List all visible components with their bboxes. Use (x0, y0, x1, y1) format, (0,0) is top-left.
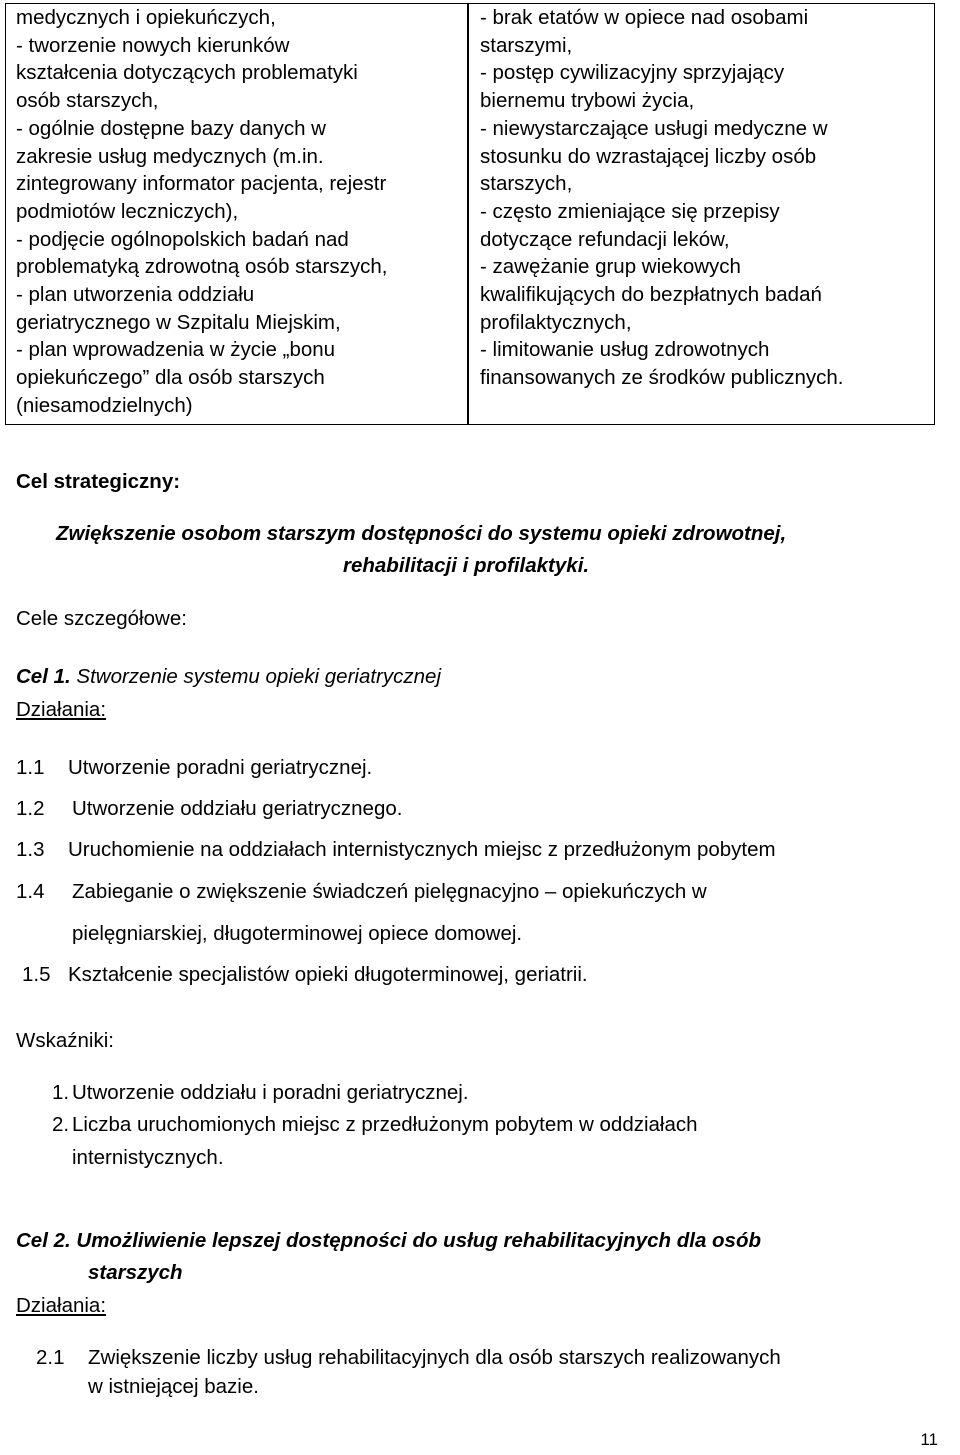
action-text: Utworzenie oddziału geriatrycznego. (72, 797, 403, 820)
table-line: - niewystarczające usługi medyczne w (480, 116, 828, 140)
action-text: Zwiększenie liczby usług rehabilitacyjnych dla osób starszych realizowanych (88, 1346, 781, 1369)
action-2-1-continuation: w istniejącej bazie. (88, 1375, 259, 1398)
action-number: 1.5 (22, 963, 51, 986)
action-1-4-continuation: pielęgniarskiej, długoterminowej opiece domowej. (72, 922, 523, 945)
table-line: zakresie usług medycznych (m.in. (16, 144, 324, 168)
page-number: 11 (920, 1430, 938, 1449)
detailed-goals-heading: Cele szczegółowe: (16, 607, 187, 630)
action-number: 1.3 (16, 838, 45, 861)
table-line: dotyczące refundacji leków, (480, 227, 730, 251)
action-text: Kształcenie specjalistów opieki długoterminowej, geriatrii. (68, 963, 588, 986)
goal-2-actions-label: Działania: (16, 1294, 107, 1317)
table-line: - często zmieniające się przepisy (480, 199, 780, 223)
table-line: - limitowanie usług zdrowotnych (480, 338, 770, 362)
table-line: finansowanych ze środków publicznych. (480, 366, 844, 390)
table-line: - brak etatów w opiece nad osobami (480, 6, 809, 29)
table-line: - plan wprowadzenia w życie „bonu (16, 338, 336, 362)
table-line: osób starszych, (16, 89, 159, 113)
indicator-1 (52, 1081, 469, 1105)
action-1-3 (16, 838, 776, 862)
strategic-goal-line-1: Zwiększenie osobom starszym dostępności do systemu opieki zdrowotnej, (56, 522, 787, 545)
goal-2-title-text: Umożliwienie lepszej dostępności do usług rehabilitacyjnych dla osób (70, 1229, 762, 1252)
table-line: - podjęcie ogólnopolskich badań nad (16, 227, 349, 251)
table-line: - postęp cywilizacyjny sprzyjający (480, 61, 785, 85)
table-line: starszymi, (480, 33, 573, 57)
action-text: Utworzenie poradni geriatrycznej. (68, 756, 373, 779)
action-2-1 (36, 1346, 781, 1370)
goal-1-actions-label: Działania: (16, 698, 107, 721)
action-number: 1.1 (16, 756, 45, 779)
table-line: - zawężanie grup wiekowych (480, 255, 741, 279)
goal-2-title-continuation: starszych (88, 1261, 183, 1284)
table-line: - plan utworzenia oddziału (16, 283, 255, 307)
action-number: 1.4 (16, 880, 45, 903)
goal-1-title (16, 665, 441, 689)
strategic-goal-heading: Cel strategiczny: (16, 470, 181, 493)
strategic-goal-line-2: rehabilitacji i profilaktyki. (343, 554, 590, 577)
indicator-2-continuation: internistycznych. (72, 1146, 224, 1169)
indicator-number: 1. (52, 1081, 70, 1104)
action-1-2 (16, 797, 402, 821)
table-line: starszych, (480, 172, 573, 196)
table-line: stosunku do wzrastającej liczby osób (480, 144, 817, 168)
action-number: 2.1 (36, 1346, 65, 1369)
action-1-1 (16, 756, 372, 780)
goal-1-prefix: Cel 1. (16, 665, 71, 688)
table-left-text (16, 4, 387, 420)
action-1-4 (16, 880, 707, 904)
table-line: podmiotów leczniczych), (16, 199, 239, 223)
indicator-number: 2. (52, 1113, 70, 1136)
indicator-2 (52, 1113, 698, 1137)
table-line: profilaktycznych, (480, 310, 632, 334)
table-line: biernemu trybowi życia, (480, 89, 695, 113)
table-line: - tworzenie nowych kierunków (16, 33, 290, 57)
table-line: (niesamodzielnych) (16, 393, 193, 417)
table-line: geriatrycznego w Szpitalu Miejskim, (16, 310, 341, 334)
goal-2-prefix: Cel 2. (16, 1229, 71, 1252)
indicator-text: Liczba uruchomionych miejsc z przedłużonym pobytem w oddziałach (72, 1113, 698, 1136)
table-line: kształcenia dotyczących problematyki (16, 61, 358, 85)
action-1-5 (22, 963, 588, 987)
goal-2-title (16, 1229, 761, 1253)
table-right-text (480, 4, 844, 392)
action-text: Uruchomienie na oddziałach internistycznych miejsc z przedłużonym pobytem (68, 838, 776, 861)
table-line: - ogólnie dostępne bazy danych w (16, 116, 326, 140)
table-line: zintegrowany informator pacjenta, rejestr (16, 172, 387, 196)
table-line: kwalifikujących do bezpłatnych badań (480, 283, 822, 307)
table-line: medycznych i opiekuńczych, (16, 6, 276, 29)
action-number: 1.2 (16, 797, 45, 820)
indicators-heading: Wskaźniki: (16, 1029, 114, 1052)
goal-1-title-text: Stworzenie systemu opieki geriatrycznej (70, 665, 441, 688)
table-line: problematyką zdrowotną osób starszych, (16, 255, 388, 279)
indicator-text: Utworzenie oddziału i poradni geriatrycznej. (72, 1081, 469, 1104)
table-line: opiekuńczego” dla osób starszych (16, 366, 325, 390)
action-text: Zabieganie o zwiększenie świadczeń pielęgnacyjno – opiekuńczych w (72, 880, 707, 903)
